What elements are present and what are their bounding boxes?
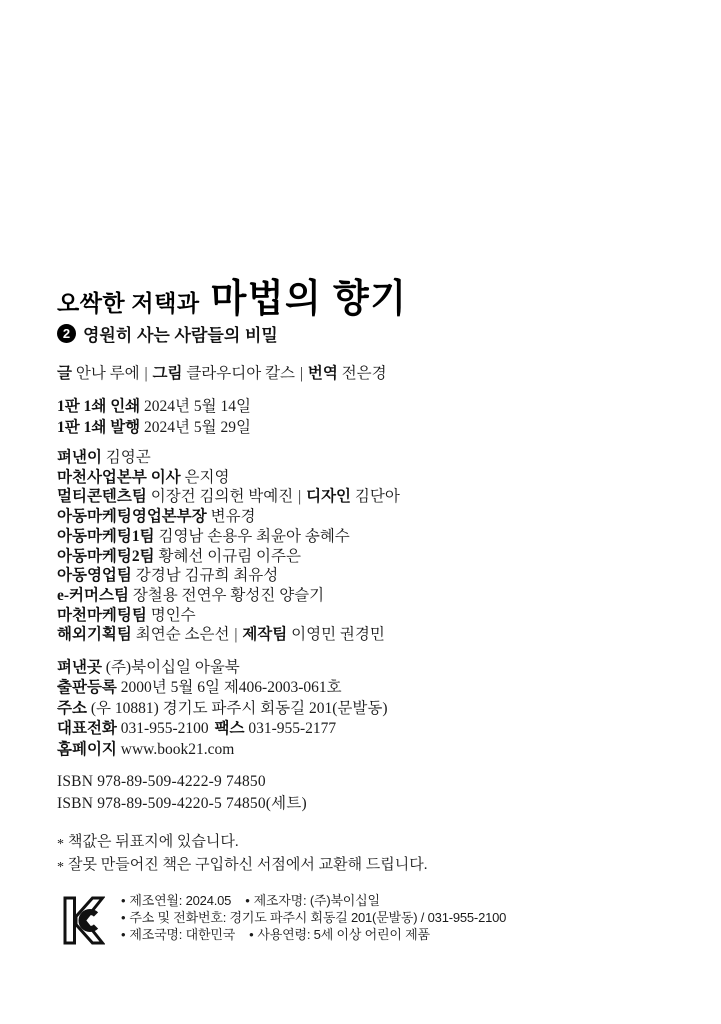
isbn-line xyxy=(57,771,307,793)
separator: | xyxy=(294,488,306,506)
field-value: 이장건 김의헌 박예진 xyxy=(150,488,294,506)
publisher-line xyxy=(57,740,388,760)
staff-credits xyxy=(57,448,400,645)
separator: | xyxy=(140,365,152,382)
credit-line xyxy=(57,625,400,645)
credit-line xyxy=(57,606,400,626)
credit-line xyxy=(57,527,400,547)
asterisk-bullet: * xyxy=(57,860,64,875)
line-text: 책값은 뒤표지에 있습니다. xyxy=(68,834,239,850)
field-label: 아동마케팅1팀 xyxy=(57,527,155,545)
field-value: 강경남 김규희 최유성 xyxy=(135,567,279,585)
field-value: (주)북이십일 아울북 xyxy=(105,659,240,676)
field-label: 멀티콘텐츠팀 xyxy=(57,488,147,506)
field-label: 아동마케팅영업본부장 xyxy=(57,508,207,526)
line-text: ISBN 978-89-509-4220-5 74850(세트) xyxy=(57,795,307,812)
kc-info-item: • 주소 및 전화번호: 경기도 파주시 회동길 201(문발동) / 031-955-2100 xyxy=(121,909,507,925)
field-value: 031-955-2177 xyxy=(248,720,337,738)
line-text: 잘못 만들어진 책은 구입하신 서점에서 교환해 드립니다. xyxy=(68,857,428,873)
credit-line xyxy=(57,487,400,507)
field-value: (우 10881) 경기도 파주시 회동길 201(문발동) xyxy=(90,699,388,717)
field-label: 번역 xyxy=(307,365,338,382)
field-label: 홈페이지 xyxy=(57,740,117,758)
field-value: 2024년 5월 14일 xyxy=(144,398,251,415)
credit-line xyxy=(57,448,400,468)
edition-line xyxy=(57,417,251,438)
dot-bullet: • xyxy=(121,909,126,925)
field-value: www.book21.com xyxy=(120,740,235,758)
book-subtitle-text: 영원히 사는 사람들의 비밀 xyxy=(83,326,278,345)
credit-line xyxy=(57,468,400,488)
field-value: 은지영 xyxy=(184,468,230,486)
field-value: 황혜선 이규림 이주은 xyxy=(158,547,301,565)
field-value: 2024년 5월 29일 xyxy=(144,419,251,436)
asterisk-bullet: * xyxy=(57,837,64,852)
kc-info-item: • 사용연령: 5세 이상 어린이 제품 xyxy=(249,926,430,942)
volume-number-badge: 2 xyxy=(57,324,76,343)
field-value: 클라우디아 칼스 xyxy=(186,365,296,382)
field-label: 1판 1쇄 발행 xyxy=(57,419,141,436)
field-label: 1판 1쇄 인쇄 xyxy=(57,398,141,415)
publisher-line xyxy=(57,719,388,739)
field-label: e-커머스팀 xyxy=(57,586,129,604)
note-line xyxy=(57,831,428,854)
dot-bullet: • xyxy=(121,926,126,942)
field-label: 주소 xyxy=(57,699,87,717)
field-label: 해외기획팀 xyxy=(57,626,132,644)
field-label: 아동영업팀 xyxy=(57,567,132,585)
notes-block xyxy=(57,831,428,877)
field-label: 아동마케팅2팀 xyxy=(57,547,155,565)
note-line xyxy=(57,854,428,877)
field-value: 김단아 xyxy=(354,488,400,506)
field-value: 변유경 xyxy=(210,508,256,526)
kc-certification xyxy=(63,893,506,950)
book-title xyxy=(57,268,408,322)
separator: | xyxy=(296,365,307,382)
field-value: 이영민 권경민 xyxy=(291,626,385,644)
byline-line xyxy=(57,361,387,383)
field-label: 출판등록 xyxy=(57,679,117,697)
publisher-line xyxy=(57,658,388,678)
kc-info-item: • 제조연월: 2024.05 xyxy=(121,893,232,908)
field-value: 김영남 손용우 최윤아 송혜수 xyxy=(158,527,350,545)
field-value: 명인수 xyxy=(150,606,196,624)
field-label: 팩스 xyxy=(214,720,245,738)
field-label: 글 xyxy=(57,365,72,382)
isbn-block xyxy=(57,771,307,815)
byline xyxy=(57,361,387,383)
field-label: 펴낸이 xyxy=(57,449,102,466)
credit-line xyxy=(57,547,400,567)
isbn-line xyxy=(57,793,307,815)
field-label: 마천마케팅팀 xyxy=(57,606,147,624)
field-value: 안나 루에 xyxy=(75,365,140,382)
edition-line xyxy=(57,396,251,417)
publisher-line xyxy=(57,678,388,698)
field-value: 장철용 전연우 황성진 양슬기 xyxy=(132,586,325,604)
publisher-line xyxy=(57,699,388,719)
field-value: 김영곤 xyxy=(105,449,151,466)
field-label: 디자인 xyxy=(306,488,352,506)
kc-info-item: • 제조자명: (주)북이십일 xyxy=(245,893,380,908)
field-label: 펴낸곳 xyxy=(57,659,102,676)
field-label: 그림 xyxy=(152,365,183,382)
publisher-info xyxy=(57,658,388,760)
kc-info-line xyxy=(121,927,506,944)
book-title-prefix: 오싹한 저택과 xyxy=(57,291,200,316)
field-value: 전은경 xyxy=(341,365,387,382)
kc-info-item: • 제조국명: 대한민국 xyxy=(121,926,236,942)
field-value: 최연순 소은선 xyxy=(135,626,230,644)
book-subtitle xyxy=(57,321,278,346)
field-label: 대표전화 xyxy=(57,720,117,738)
credit-line xyxy=(57,507,400,527)
book-title-main: 마법의 향기 xyxy=(210,278,408,321)
kc-info-line xyxy=(121,893,506,910)
dot-bullet: • xyxy=(121,893,126,908)
edition-info xyxy=(57,396,251,438)
field-label: 제작팀 xyxy=(242,626,288,644)
credit-line xyxy=(57,586,400,606)
kc-manufacture-info xyxy=(121,893,506,943)
field-label: 마천사업본부 이사 xyxy=(57,468,181,486)
line-text: ISBN 978-89-509-4222-9 74850 xyxy=(57,773,266,790)
dot-bullet: • xyxy=(245,893,250,908)
separator: | xyxy=(230,626,242,644)
kc-info-line xyxy=(121,910,506,927)
kc-mark-icon xyxy=(63,896,105,950)
field-value: 031-955-2100 xyxy=(120,720,209,738)
dot-bullet: • xyxy=(249,926,254,942)
field-value: 2000년 5월 6일 제406-2003-061호 xyxy=(120,679,342,697)
credit-line xyxy=(57,566,400,586)
